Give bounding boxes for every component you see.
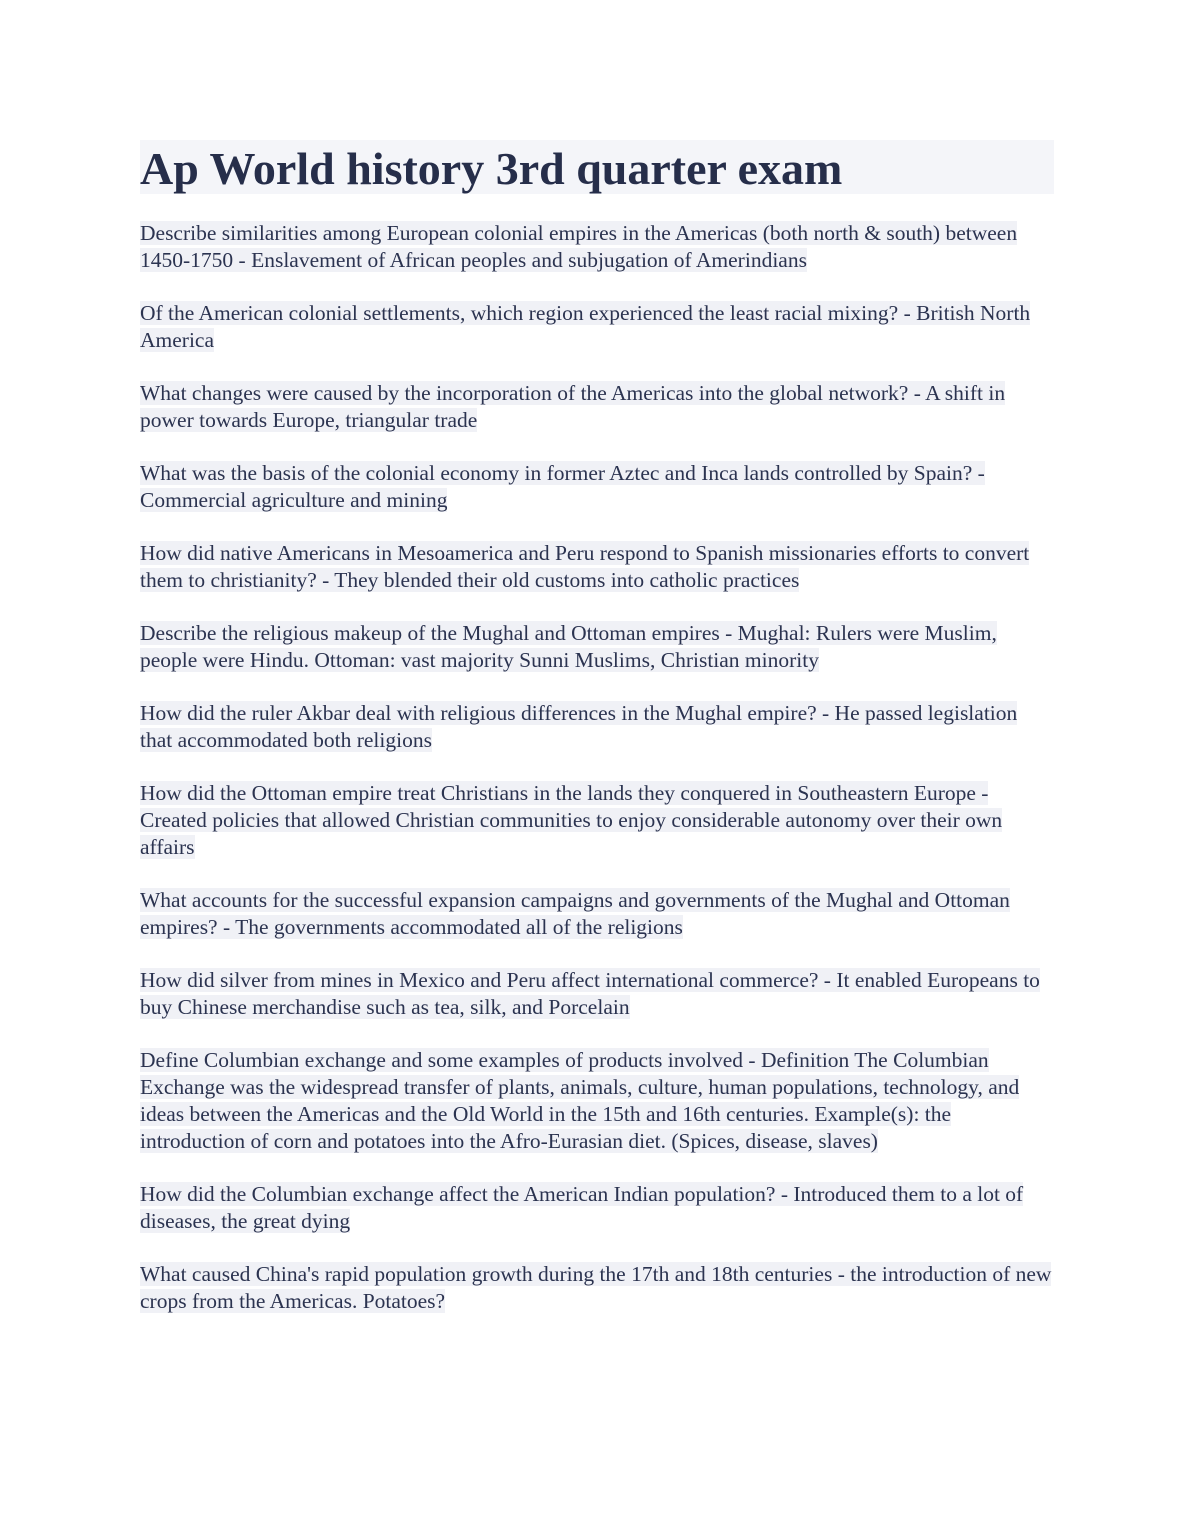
qa-text: What was the basis of the colonial economy in former Aztec and Inca lands controlled by Spain? - Commercial agriculture and mining (140, 461, 985, 512)
qa-entry-4 (140, 460, 1054, 514)
qa-entry-6 (140, 620, 1054, 674)
qa-text: Describe similarities among European colonial empires in the Americas (both north & south) between 1450-1750 - Enslavement of African peoples and subjugation of Amerindians (140, 221, 1018, 272)
qa-entry-3 (140, 380, 1054, 434)
qa-text: Of the American colonial settlements, which region experienced the least racial mixing? - British North America (140, 301, 1031, 352)
qa-entry-9 (140, 887, 1054, 941)
qa-entry-13 (140, 1261, 1054, 1315)
qa-list (140, 220, 1054, 1341)
qa-entry-8 (140, 780, 1054, 861)
title-block (140, 140, 1054, 194)
qa-entry-1 (140, 220, 1054, 274)
qa-text: What accounts for the successful expansion campaigns and governments of the Mughal and Ottoman empires? - The governments accommodated all of the religions (140, 888, 1010, 939)
qa-text: Define Columbian exchange and some examples of products involved - Definition The Columbian Exchange was the widespread transfer of plants, animals, culture, human populations, technology, and ideas between the Americas and the Old World in the 15th and 16th centuries. Example(s): the introduction of corn and potatoes into the Afro-Eurasian diet. (Spices, disease, slaves) (140, 1048, 1020, 1153)
qa-text: How did the ruler Akbar deal with religious differences in the Mughal empire? - He passed legislation that accommodated both religions (140, 701, 1018, 752)
qa-entry-7 (140, 700, 1054, 754)
page-title: Ap World history 3rd quarter exam (140, 143, 843, 194)
qa-text: How did the Ottoman empire treat Christians in the lands they conquered in Southeastern Europe - Created policies that allowed Christian communities to enjoy considerable autonomy over their own affairs (140, 781, 1003, 859)
qa-text: What changes were caused by the incorporation of the Americas into the global network? - A shift in power towards Europe, triangular trade (140, 381, 1006, 432)
qa-entry-10 (140, 967, 1054, 1021)
qa-entry-5 (140, 540, 1054, 594)
qa-text: How did silver from mines in Mexico and Peru affect international commerce? - It enabled Europeans to buy Chinese merchandise such as tea, silk, and Porcelain (140, 968, 1040, 1019)
qa-entry-11 (140, 1047, 1054, 1155)
qa-text: How did the Columbian exchange affect the American Indian population? - Introduced them to a lot of diseases, the great dying (140, 1182, 1024, 1233)
qa-text: What caused China's rapid population growth during the 17th and 18th centuries - the introduction of new crops from the Americas. Potatoes? (140, 1262, 1052, 1313)
qa-text: Describe the religious makeup of the Mughal and Ottoman empires - Mughal: Rulers were Muslim, people were Hindu. Ottoman: vast majority Sunni Muslims, Christian minority (140, 621, 997, 672)
qa-entry-2 (140, 300, 1054, 354)
document-page (140, 140, 1054, 1313)
qa-entry-12 (140, 1181, 1054, 1235)
qa-text: How did native Americans in Mesoamerica and Peru respond to Spanish missionaries efforts to convert them to christianity? - They blended their old customs into catholic practices (140, 541, 1030, 592)
